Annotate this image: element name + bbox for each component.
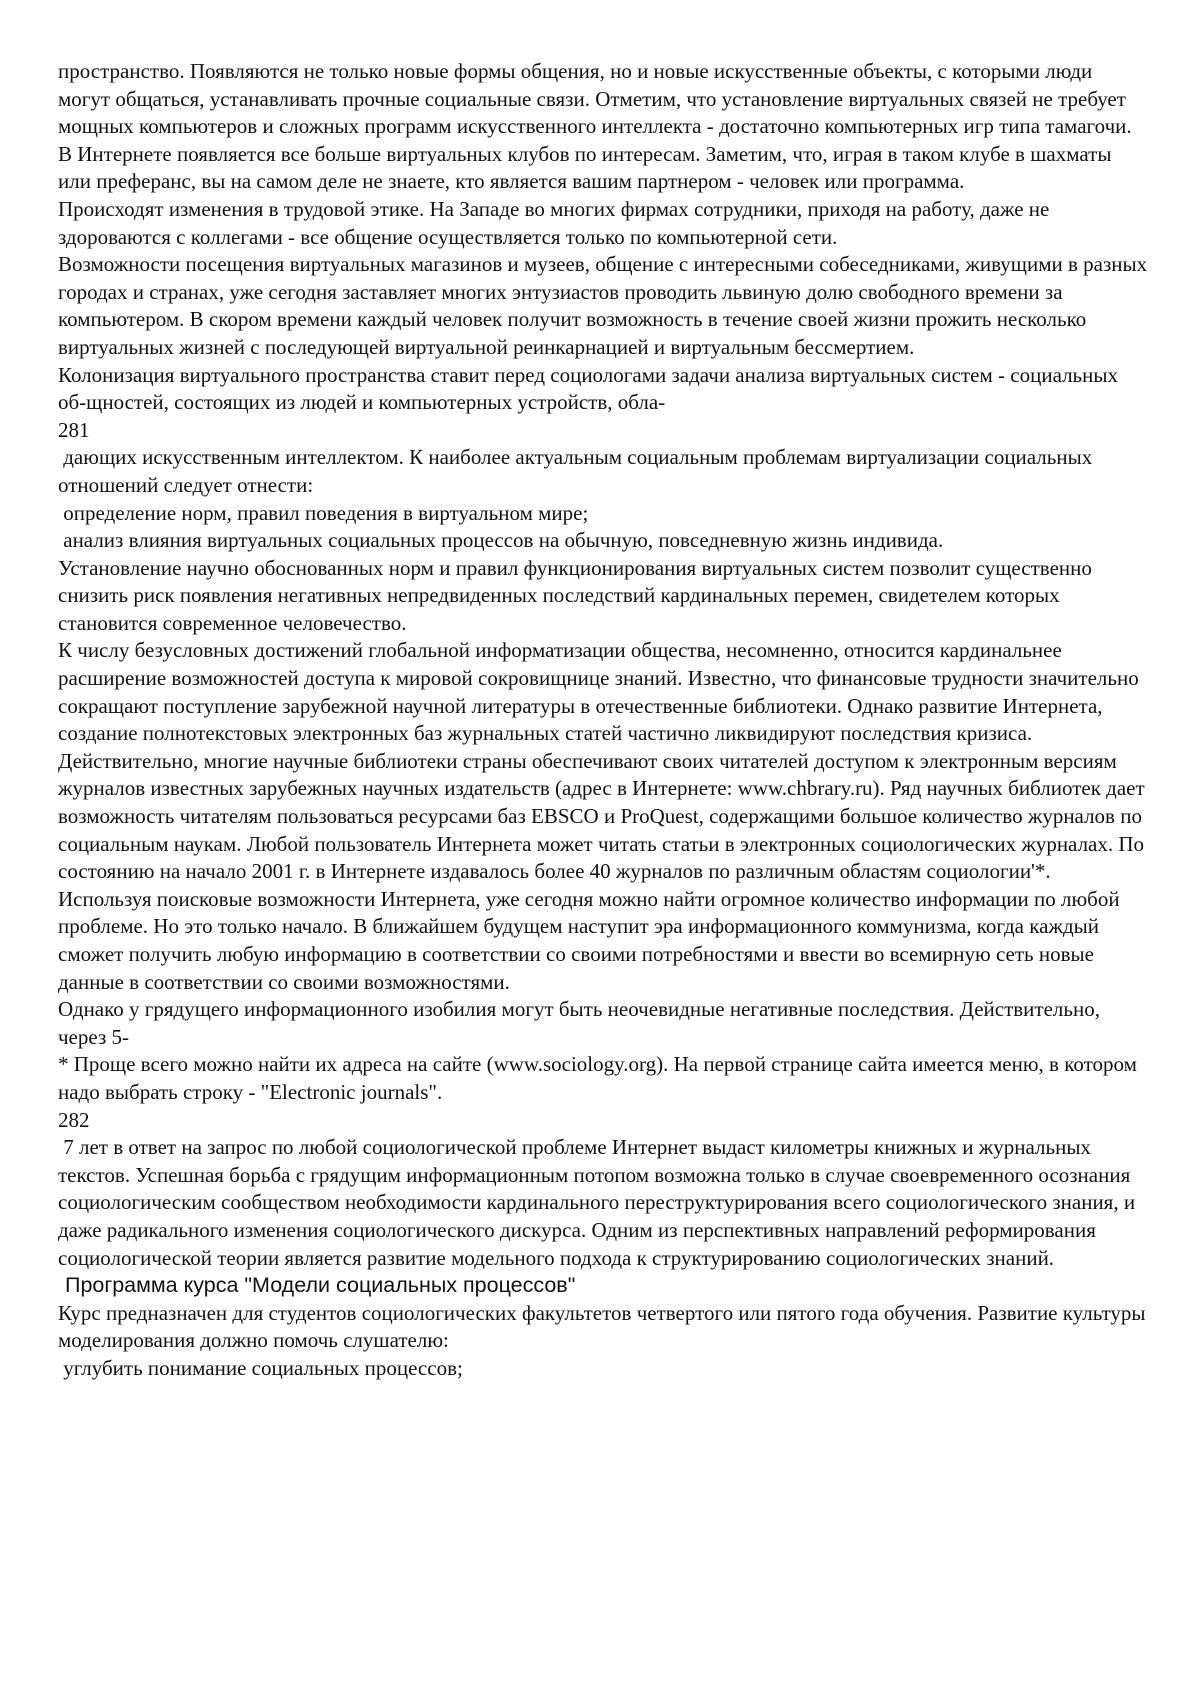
section-heading: Программа курса "Модели социальных процессов" (65, 1273, 576, 1298)
paragraph: Установление научно обоснованных норм и правил функционирования виртуальных систем позволит существенно снизить риск появления негативных непредвиденных последствий кардинальных перемен, свидетелем которых становится современное человечество. (58, 555, 1098, 635)
paragraph: дающих искусственным интеллектом. К наиболее актуальным социальным проблемам виртуализации социальных отношений следует отнести: (58, 445, 1098, 497)
paragraph: Возможности посещения виртуальных магазинов и музеев, общение с интересными собеседниками, живущими в разных городах и странах, уже сегодня заставляет многих энтузиастов проводить львиную долю свободного времени за компьютером. В скором времени каждый человек получит возможность в течение своей жизни прожить несколько виртуальных жизней с последующей виртуальной реинкарнацией и виртуальным бессмертием. (58, 252, 1153, 359)
paragraph: К числу безусловных достижений глобальной информатизации общества, несомненно, относится кардинальнее расширение возможностей доступа к мировой сокровищнице знаний. Известно, что финансовые трудности значительно сокращают поступление зарубежной научной литературы в отечественные библиотеки. Однако развитие Интернета, создание полнотекстовых электронных баз журнальных статей частично ликвидируют последствия кризиса. (58, 638, 1144, 746)
paragraph: Колонизация виртуального пространства ставит перед социологами задачи анализа виртуальных систем - социальных об-щностей, состоящих из людей и компьютерных устройств, обла- (58, 362, 1124, 415)
paragraph: Курс предназначен для студентов социологических факультетов четвертого или пятого года обучения. Развитие культуры моделирования должно помочь слушателю: (58, 1300, 1151, 1353)
paragraph: В Интернете появляется все больше виртуальных клубов по интересам. Заметим, что, играя в таком клубе в шахматы или преферанс, вы на самом деле не знаете, кто является вашим партнером - человек или программа. (58, 141, 1117, 194)
paragraph: Действительно, многие научные библиотеки страны обеспечивают своих читателей доступом к электронным версиям журналов известных зарубежных научных издательств (адрес в Интернете: www.chbrary.ru). Ряд научных библиотек дает возможность читателям пользоваться ресурсами баз EBSCO и ProQuest, содержащими большое количество журналов по социальным наукам. Любой пользователь Интернета может читать статьи в электронных социологических журналах. По состоянию на начало 2001 г. в Интернете издавалось более 40 журналов по различным областям социологии'*. (58, 748, 1150, 884)
paragraph: 7 лет в ответ на запрос по любой социологической проблеме Интернет выдаст километры книжных и журнальных текстов. Успешная борьба с грядущим информационным потопом возможна только в случае своевременного осознания социологическим сообществом необходимости кардинального переструктурирования всего социологического знания, и даже радикального изменения социологического дискурса. Одним из перспективных направлений реформирования социологической теории является развитие модельного подхода к структурированию социологических знаний. (58, 1135, 1141, 1270)
page-number: 281 (58, 417, 90, 442)
paragraph: пространство. Появляются не только новые формы общения, но и новые искусственные объекты, с которыми люди могут общаться, устанавливать прочные социальные связи. Отметим, что установление виртуальных связей не требует мощных компьютеров и сложных программ искусственного интеллекта - достаточно компьютерных игр типа тамагочи. (58, 59, 1132, 139)
paragraph: Однако у грядущего информационного изобилия могут быть неочевидные негативные последствия. Действительно, через 5- (58, 997, 1106, 1049)
paragraph: Происходят изменения в трудовой этике. На Западе во многих фирмах сотрудники, приходя на работу, даже не здороваются с коллегами - все общение осуществляется только по компьютерной сети. (58, 196, 1055, 249)
paragraph: Используя поисковые возможности Интернета, уже сегодня можно найти огромное количество информации по любой проблеме. Но это только начало. В ближайшем будущем наступит эра информационного коммунизма, когда каждый сможет получить любую информацию в соответствии со своими потребностями и ввести во всемирную сеть новые данные в соответствии со своими возможностями. (58, 886, 1125, 994)
document-page (58, 58, 1153, 1383)
paragraph: определение норм, правил поведения в виртуальном мире; (58, 500, 589, 525)
paragraph: анализ влияния виртуальных социальных процессов на обычную, повседневную жизнь индивида. (58, 528, 944, 553)
paragraph: углубить понимание социальных процессов; (58, 1355, 463, 1380)
page-number: 282 (58, 1107, 90, 1132)
paragraph: * Проще всего можно найти их адреса на сайте (www.sociology.org). На первой странице сайта имеется меню, в котором надо выбрать строку - "Electronic journals". (58, 1052, 1143, 1104)
